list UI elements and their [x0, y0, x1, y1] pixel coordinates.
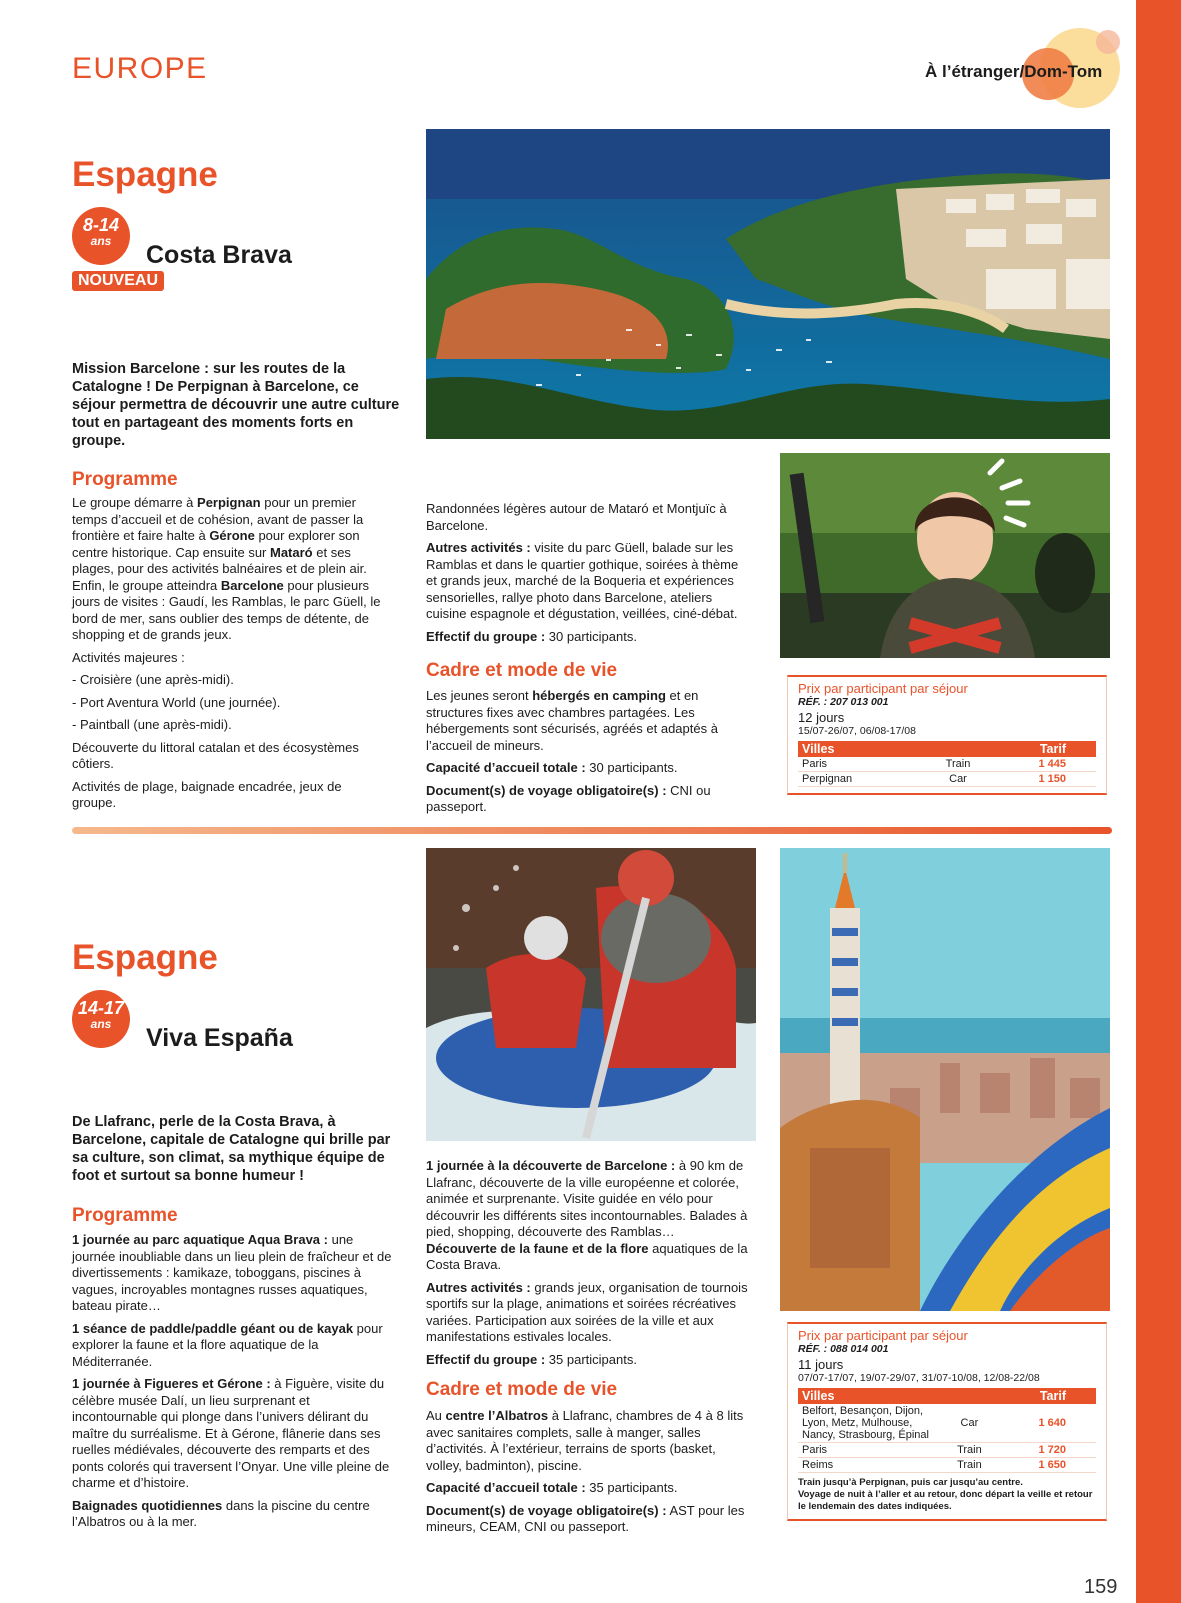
trip1-price-ref: RÉF. : 207 013 001 — [798, 696, 889, 708]
table-row: Belfort, Besançon, Dijon, Lyon, Metz, Mulhouse, Nancy, Strasbourg, Épinal Car 1 640 — [798, 1404, 1096, 1443]
trip2-price-note: Train jusqu’à Perpignan, puis car jusqu’au centre. Voyage de nuit à l’aller et au retour, donc départ la veille et retour le lendemain des dates indiquées. — [798, 1477, 1093, 1512]
trip1-price-box — [787, 675, 1107, 795]
trip2-age-range: 14-17 — [77, 998, 125, 1018]
trip2-rafting-photo — [426, 848, 756, 1141]
trip2-price-duration: 11 jours — [798, 1357, 844, 1372]
trip2-age-unit: ans — [90, 1017, 112, 1031]
trip2-programme-text: 1 journée au parc aquatique Aqua Brava : une journée inoubliable dans un lieu plein de fraîcheur et de divertissements : kamikaze, toboggans, piscines à vagues, incroyables montagnes russes aquatiques, bateau pirate… 1 séance de paddle/paddle géant ou de kayak pour explorer la faune et la flore aquatique de la Méditerranée. 1 journée à Figueres et Gérone : à Figuère, visite du célèbre musée Dalí, un lieu surprenant et incontournable qui plonge dans l’univers délirant du maître du surréalisme. Et à Gérone, flânerie dans ses ruelles médiévales, découverte des remparts et des ponts colorés qui traversent l’Onyar. Une ville pleine de charme et d’histoire. Baignades quotidiennes dans la piscine du centre l’Albatros ou à la mer. — [72, 1232, 392, 1529]
table-row: Paris Train 1 445 — [798, 757, 1096, 772]
trip2-cadre-text: Au centre l’Albatros à Llafranc, chambres de 4 à 8 lits avec sanitaires complets, salle à manger, salles d’activités. À l’extérieur, terrains de sports (basket, volley, badminton), piscine. Capacité d’accueil totale : 35 participants. Document(s) de voyage obligatoire(s) : AST pour les mineurs, CEAM, CNI ou passeport. — [426, 1408, 745, 1534]
side-color-band — [1136, 0, 1181, 1603]
table-row: Reims Train 1 650 — [798, 1458, 1096, 1473]
trip1-age-unit: ans — [90, 234, 112, 248]
trip2-cadre-heading: Cadre et mode de vie — [426, 1379, 618, 1400]
region-title: EUROPE — [72, 52, 208, 85]
trip2-col2-text: 1 journée à la découverte de Barcelone : à 90 km de Llafranc, découverte de la ville européenne et colorée, animée et surprenante. Visite guidée en vélo pour découvrir les différents sites incontournables. Balades à pied, shopping, découverte des Ramblas… Découverte de la faune et de la flore aquatiques de la Costa Brava. Autres activités : grands jeux, organisation de tournois sportifs sur la plage, animations et soirées récréatives variées. Participation aux soirées de la ville et aux manifestations estivales locales. Effectif du groupe : 35 participants. — [426, 1158, 748, 1367]
trip1-programme-text: Le groupe démarre à Perpignan pour un premier temps d’accueil et de cohésion, avant de passer la frontière et faire halte à Gérone pour explorer son centre historique. Cap ensuite sur Mataró et ses plages, pour des activités balnéaires et de plein air. Enfin, le groupe atteindra Barcelone pour plusieurs jours de visites : Gaudí, les Ramblas, le parc Güell, le bord de mer, sans oublier des temps de détente, de shopping et de grands jeux. Activités majeures : - Croisière (une après-midi). - Port Aventura World (une journée). - Paintball (une après-midi). Découverte du littoral catalan et des écosystèmes côtiers. Activités de plage, baignade encadrée, jeux de groupe. — [72, 495, 387, 818]
page-number: 159 — [1084, 1576, 1118, 1598]
trip2-price-box — [787, 1322, 1107, 1521]
category-label: À l’étranger/Dom-Tom — [925, 62, 1103, 81]
trip1-price-title: Prix par participant par séjour — [798, 681, 968, 696]
trip1-col2-text: Randonnées légères autour de Mataró et Montjuïc à Barcelone. Autres activités : visite du parc Güell, balade sur les Ramblas et dans le quartier gothique, soirées à thème et grands jeux, marché de la Boqueria et expériences sensorielles, rallye photo dans Barcelone, ateliers cuisine espagnole et dégustation, veillées, ciné-débat. Effectif du groupe : 30 participants. — [426, 501, 739, 644]
trip2-park-guell-photo — [780, 848, 1110, 1311]
list-item: - Paintball (une après-midi). — [72, 717, 232, 732]
trip1-price-table: Villes Tarif Paris Train 1 445 Perpignan Car 1 150 — [798, 741, 1096, 787]
trip2-price-ref: RÉF. : 088 014 001 — [798, 1343, 889, 1355]
trip2-price-title: Prix par participant par séjour — [798, 1328, 968, 1343]
list-item: - Croisière (une après-midi). — [72, 672, 234, 687]
trip2-price-table: Villes Tarif Belfort, Besançon, Dijon, Lyon, Metz, Mulhouse, Nancy, Strasbourg, Épinal Car 1 640 Paris Train 1 720 Reims Train 1 650 — [798, 1388, 1096, 1473]
section-divider — [72, 827, 1112, 834]
trip1-age-range: 8-14 — [82, 215, 120, 235]
trip1-paintball-photo — [780, 453, 1110, 658]
trip2-intro: De Llafranc, perle de la Costa Brava, à Barcelone, capitale de Catalogne qui brille par sa culture, son climat, sa mythique équipe de foot et surtout sa bonne humeur ! — [72, 1114, 391, 1184]
trip1-cadre-text: Les jeunes seront hébergés en camping et en structures fixes avec chambres partagées. Les hébergements sont sécurisés, agréés et adaptés à l’accueil de mineurs. Capacité d’accueil totale : 30 participants. Document(s) de voyage obligatoire(s) : CNI ou passeport. — [426, 688, 718, 814]
trip1-price-dates: 15/07-26/07, 06/08-17/08 — [798, 725, 916, 737]
trip1-country: Espagne — [72, 155, 218, 194]
table-row: Perpignan Car 1 150 — [798, 772, 1096, 787]
table-row: Paris Train 1 720 — [798, 1443, 1096, 1458]
trip2-country: Espagne — [72, 938, 218, 977]
list-item: - Port Aventura World (une journée). — [72, 694, 281, 710]
trip2-price-dates: 07/07-17/07, 19/07-29/07, 31/07-10/08, 12/08-22/08 — [798, 1372, 1040, 1384]
trip2-title: Viva España — [146, 1024, 293, 1052]
trip1-price-duration: 12 jours — [798, 710, 845, 725]
trip1-age-badge — [72, 207, 130, 265]
trip2-programme-heading: Programme — [72, 1205, 178, 1226]
trip1-major-label: Activités majeures : — [72, 649, 185, 665]
trip1-intro: Mission Barcelone : sur les routes de la Catalogne ! De Perpignan à Barcelone, ce séjour permettra de découvrir une autre culture tout en partageant des moments forts en groupe. — [72, 361, 400, 449]
trip2-age-badge — [72, 990, 130, 1048]
trip1-programme-heading: Programme — [72, 469, 178, 490]
trip1-new-badge: NOUVEAU — [72, 271, 164, 291]
trip1-title: Costa Brava — [146, 241, 292, 269]
trip1-coast-photo — [426, 129, 1110, 439]
trip1-cadre-heading: Cadre et mode de vie — [426, 660, 618, 681]
